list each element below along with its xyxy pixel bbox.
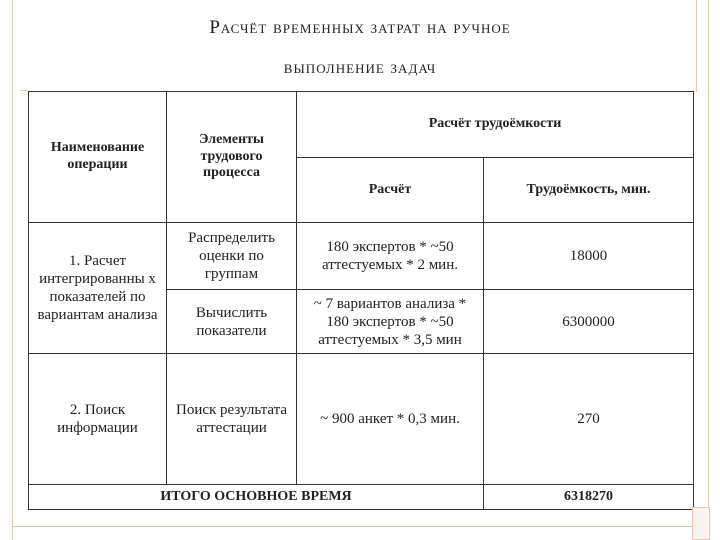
slide-title-line-1: Расчёт временных затрат на ручное: [209, 17, 511, 38]
row-1-labor: 18000: [484, 223, 694, 290]
table-header-row: [29, 92, 694, 158]
row-2-labor: 6300000: [484, 290, 694, 354]
row-1-operation: 1. Расчет интегрированны х показателей по вариантам анализа: [29, 223, 167, 354]
frame-top-right-line: [696, 0, 697, 92]
row-2-element: Вычислить показатели: [167, 290, 297, 354]
total-value: 6318270: [484, 485, 694, 510]
header-calc: Расчёт: [297, 158, 484, 223]
frame-right-line: [708, 0, 709, 540]
header-operation: Наименование операции: [29, 92, 167, 223]
frame-left-line: [12, 0, 13, 540]
table-total-row: [29, 485, 694, 510]
row-1-element: Распределить оценки по группам: [167, 223, 297, 290]
labor-cost-table: [28, 91, 694, 510]
header-labor: Трудоёмкость, мин.: [484, 158, 694, 223]
frame-divider-line: [20, 90, 28, 91]
row-3-labor: 270: [484, 354, 694, 485]
total-label: ИТОГО ОСНОВНОЕ ВРЕМЯ: [29, 485, 484, 510]
row-3-calc: ~ 900 анкет * 0,3 мин.: [297, 354, 484, 485]
slide-title: [95, 8, 625, 88]
table-row: [29, 354, 694, 485]
row-3-element: Поиск результата аттестации: [167, 354, 297, 485]
row-3-operation: 2. Поиск информации: [29, 354, 167, 485]
header-elements: Элементы трудового процесса: [167, 92, 297, 223]
row-1-calc: 180 экспертов * ~50 аттестуемых * 2 мин.: [297, 223, 484, 290]
slide-title-line-2: выполнение задач: [283, 57, 437, 78]
table-row: [29, 223, 694, 290]
row-2-calc: ~ 7 вариантов анализа * 180 экспертов * ~50 аттестуемых * 3,5 мин: [297, 290, 484, 354]
frame-bottom-line: [12, 526, 692, 527]
header-calc-group: Расчёт трудоёмкости: [297, 92, 694, 158]
slide-corner-tab: [692, 507, 710, 540]
